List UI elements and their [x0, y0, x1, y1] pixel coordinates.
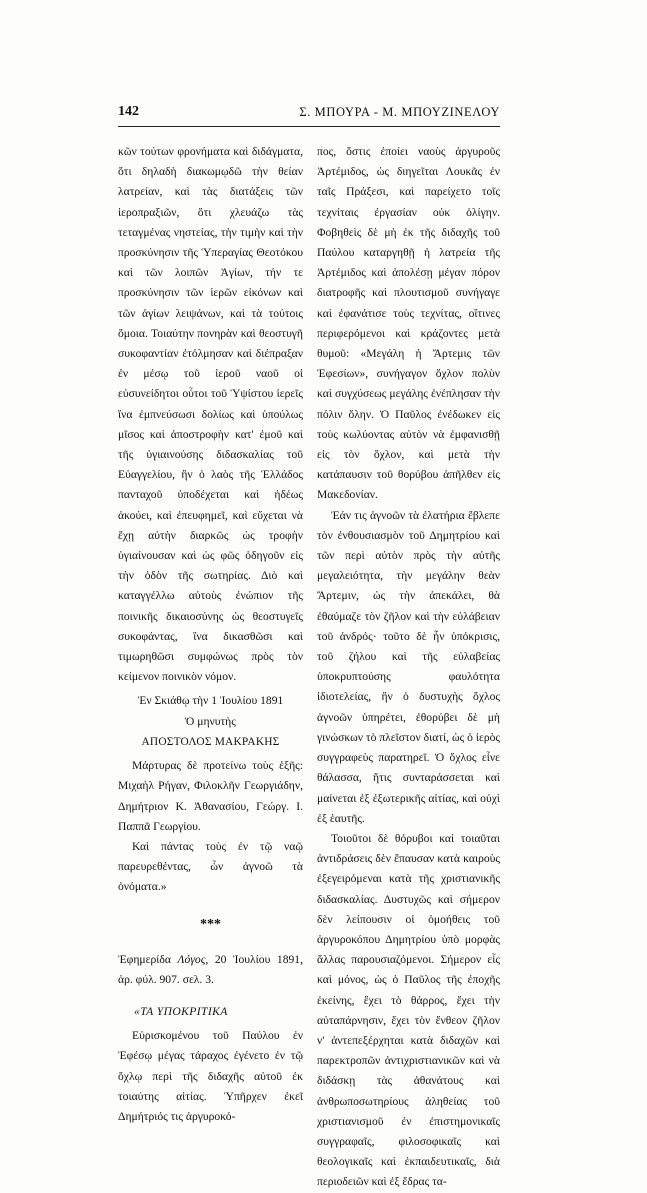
place-date-line: Ἐν Σκιάθῳ τὴν 1 Ἰουλίου 1891 [137, 694, 284, 708]
running-head: Σ. ΜΠΟΥΡΑ - Μ. ΜΠΟΥΖΙΝΕΛΟΥ [299, 105, 500, 119]
section-ornament [118, 902, 303, 948]
complaint-paragraph: κῶν τούτων φρονήματα καὶ διδάγματα, ὅτι δηλαδὴ διακωμῳδῶ τὴν θείαν λατρείαν, καὶ τὰς διατάξεις τῶν ἱεροπραξιῶν, ὅτι χλευάζω τὰς τεταγμένας νηστείας, τὴν τιμὴν καὶ τὴν προσκύνησιν τῆς Ὑπεραγίας Θεοτόκου καὶ τῶν λοιπῶν Ἁγίων, τήν τε προσκύνησιν τῶν ἱερῶν εἰκόνων καὶ τῶν ἁγίων λειψάνων, καὶ τὰ τούτοις ὅμοια. Τοιαύτην πονηρὰν καὶ θεοστυγῆ συκοφαντίαν ἐτόλμησαν καὶ διέπραξαν ἐν μέσῳ τοῦ ἱεροῦ ναοῦ οἱ εὐσυνείδητοι οὗτοι τοῦ Ὑψίστου ἱερεῖς ἵνα ἐμπνεύσωσι δολίως καὶ ὑπούλως μῖσος καὶ ἀποστροφὴν κατ' ἐμοῦ καὶ τῆς ὑγιαινούσης διδασκαλίας τοῦ Εὐαγγελίου, ἣν ὁ λαὸς τῆς Ἑλλάδος πανταχοῦ ὑποδέχεται καὶ ἡδέως ἀκούει, καὶ ἐπευφημεῖ, καὶ εὔχεται νὰ ἔχῃ αὐτὴν διαρκῶς ὡς τροφὴν ὑγιαίνουσαν καὶ ὡς φῶς ὁδηγοῦν εἰς τὴν ὁδὸν τῆς σωτηρίας. Διὸ καὶ καταγγέλλω αὐτοὺς ἐνώπιον τῆς ποινικῆς δικαιοσύνης ὡς θεοστυγεῖς συκοφάντας, ἵνα δικασθῶσι καὶ τιμωρηθῶσι συμφώνως πρὸς τὸν κείμενον ποινικὸν νόμον. [118, 145, 303, 684]
all-present-paragraph: Καὶ πάντας τοὺς ἐν τῷ ναῷ παρευρεθέντας, ὧν ἀγνοῶ τὰ ὀνόματα.» [118, 839, 303, 894]
reactions-paragraph: Τοιοῦτοι δὲ θόρυβοι καὶ τοιαῦται ἀντιδράσεις δὲν ἔπαυσαν κατὰ καιροὺς ἐξεγειρόμεναι κατὰ τῆς χριστιανικῆς διδασκαλίας. Δυστυχῶς καὶ σήμερον δὲν λείπουσιν οἱ ὁμοήθεις τοῦ ἀργυροκόπου Δημητρίου ὑπὸ μορφὰς ἄλλας παρουσιαζόμενοι. Σήμερον εἷς καὶ μόνος, ὡς ὁ Παῦλος τῆς ἐποχῆς ἐκείνης, ἔχει τὸ θάρρος, ἔχει τὴν αὐταπάρνησιν, ἔχει τὸν ἔνθεον ζῆλον ν' ἀντεπεξέρχηται κατὰ διδαχῶν καὶ παρεκτροπῶν ἀντιχριστιανικῶν καὶ νὰ διδάσκῃ τὰς ἀθανάτους καὶ ἀνθρωποσωτηρίους ἀληθείας τοῦ χριστιανισμοῦ ἐν ἐπιστημονικαῖς συγγραφαῖς, φιλοσοφικαῖς καὶ θεολογικαῖς καὶ ἐκπαιδευτικαῖς, διὰ περιοδειῶν καὶ ἐξ ἕδρας τα- [317, 831, 500, 1189]
newspaper-title: Λόγος [177, 952, 206, 966]
page-number: 142 [118, 104, 139, 119]
article-heading: «ΤΑ ΥΠΟΚΡΙΤΙΚΑ [134, 1004, 228, 1018]
page-header [118, 104, 500, 127]
informant-label: Ὁ μηνυτὴς [185, 714, 236, 728]
source-prefix: Ἐφημερίδα [118, 952, 178, 966]
continuation-paragraph: πος, ὅστις ἐποίει ναοὺς ἀργυροῦς Ἀρτέμιδος, ὡς διηγεῖται Λουκᾶς ἐν ταῖς Πράξεσι, καὶ παρείχετο τοῖς τεχνίταις ἐργασίαν οὐκ ὀλίγην. Φοβηθεὶς δὲ μὴ ἐκ τῆς διδαχῆς τοῦ Παύλου καταργηθῇ ἡ λατρεία τῆς Ἀρτέμιδος καὶ ἀπολέσῃ μέγαν πόρον διατροφῆς καὶ πλουτισμοῦ συνήγαγε καὶ ἐφανάτισε τοὺς τεχνίτας, οἵτινες περιφερόμενοι καὶ κράζοντες μετὰ θυμοῦ: «Μεγάλη ἡ Ἄρτεμις τῶν Ἐφεσίων», συνήγαγον ὄχλον πολὺν καὶ συγχύσεως μεγάλης ἐνέπλησαν τὴν πόλιν ὅλην. Ὁ Παῦλος ἐνέδωκεν εἰς τοὺς κωλύοντας αὐτὸν νὰ ἐμφανισθῇ εἰς τὸν ὄχλον, καὶ μετὰ τὴν κατάπαυσιν τοῦ θορύβου ἀπῆλθεν εἰς Μακεδονίαν. [317, 145, 500, 502]
source-citation [118, 950, 303, 990]
source-suffix: , 20 Ἰουλίου 1891, ἀρ. φύλ. 907. σελ. 3. [118, 952, 303, 986]
asterism: *** [200, 916, 221, 932]
article-paragraph: Εὐρισκομένου τοῦ Παύλου ἐν Ἐφέσῳ μέγας τάραχος ἐγένετο ἐν τῷ ὄχλῳ περὶ τῆς διδαχῆς αὐτοῦ ἐκ τοιαύτης αἰτίας. Ὑπῆρχεν ἐκεῖ Δημήτριός τις ἀργυροκό- [118, 1029, 303, 1123]
witnesses-paragraph: Μάρτυρας δὲ προτείνω τοὺς ἑξῆς: Μιχαὴλ Ρήγαν, Φιλοκλῆν Γεωργιάδην, Δημήτριον Κ. Ἀθανασίου, Γεώργ. Ι. Παππᾶ Γεωργίου. [118, 759, 303, 833]
signer-name: ΑΠΟΣΤΟΛΟΣ ΜΑΚΡΑΚΗΣ [141, 735, 280, 748]
right-column [317, 142, 500, 1193]
hypocrisy-paragraph: Ἐάν τις ἀγνοῶν τὰ ἐλατήρια ἔβλεπε τὸν ἐνθουσιασμὸν τοῦ Δημητρίου καὶ τῶν περὶ αὐτὸν πρὸς τὴν αὐτῆς μεγαλειότητα, τὴν μεγάλην θεὰν Ἄρτεμιν, ὡς τὴν ἀπεκάλει, θὰ ἐθαύμαζε τὸν ζῆλον καὶ τὴν εὐλάβειαν τοῦ ἀνδρός· τοῦτο δὲ ἦν ὑπόκρισις, τοῦ ζήλου καὶ τῆς εὐλαβείας ὑποκρυπτούσης φαυλότητα ἰδιοτελείας, ἣν ὁ δυστυχὴς ὄχλος ἀγνοῶν ὑπηρέτει, ἐθορύβει δὲ μὴ γινώσκων τὸ πλεῖστον διατί, ὡς ὁ ἱερὸς συγγραφεὺς παρατηρεῖ. Ὁ ὄχλος εἶνε θάλασσα, ἥτις συνταράσσεται καὶ μαίνεται ἐξ ἐξωτερικῆς αἰτίας, καὶ οὐχὶ ἐξ ἑαυτῆς. [317, 508, 500, 825]
left-column [118, 142, 303, 1127]
